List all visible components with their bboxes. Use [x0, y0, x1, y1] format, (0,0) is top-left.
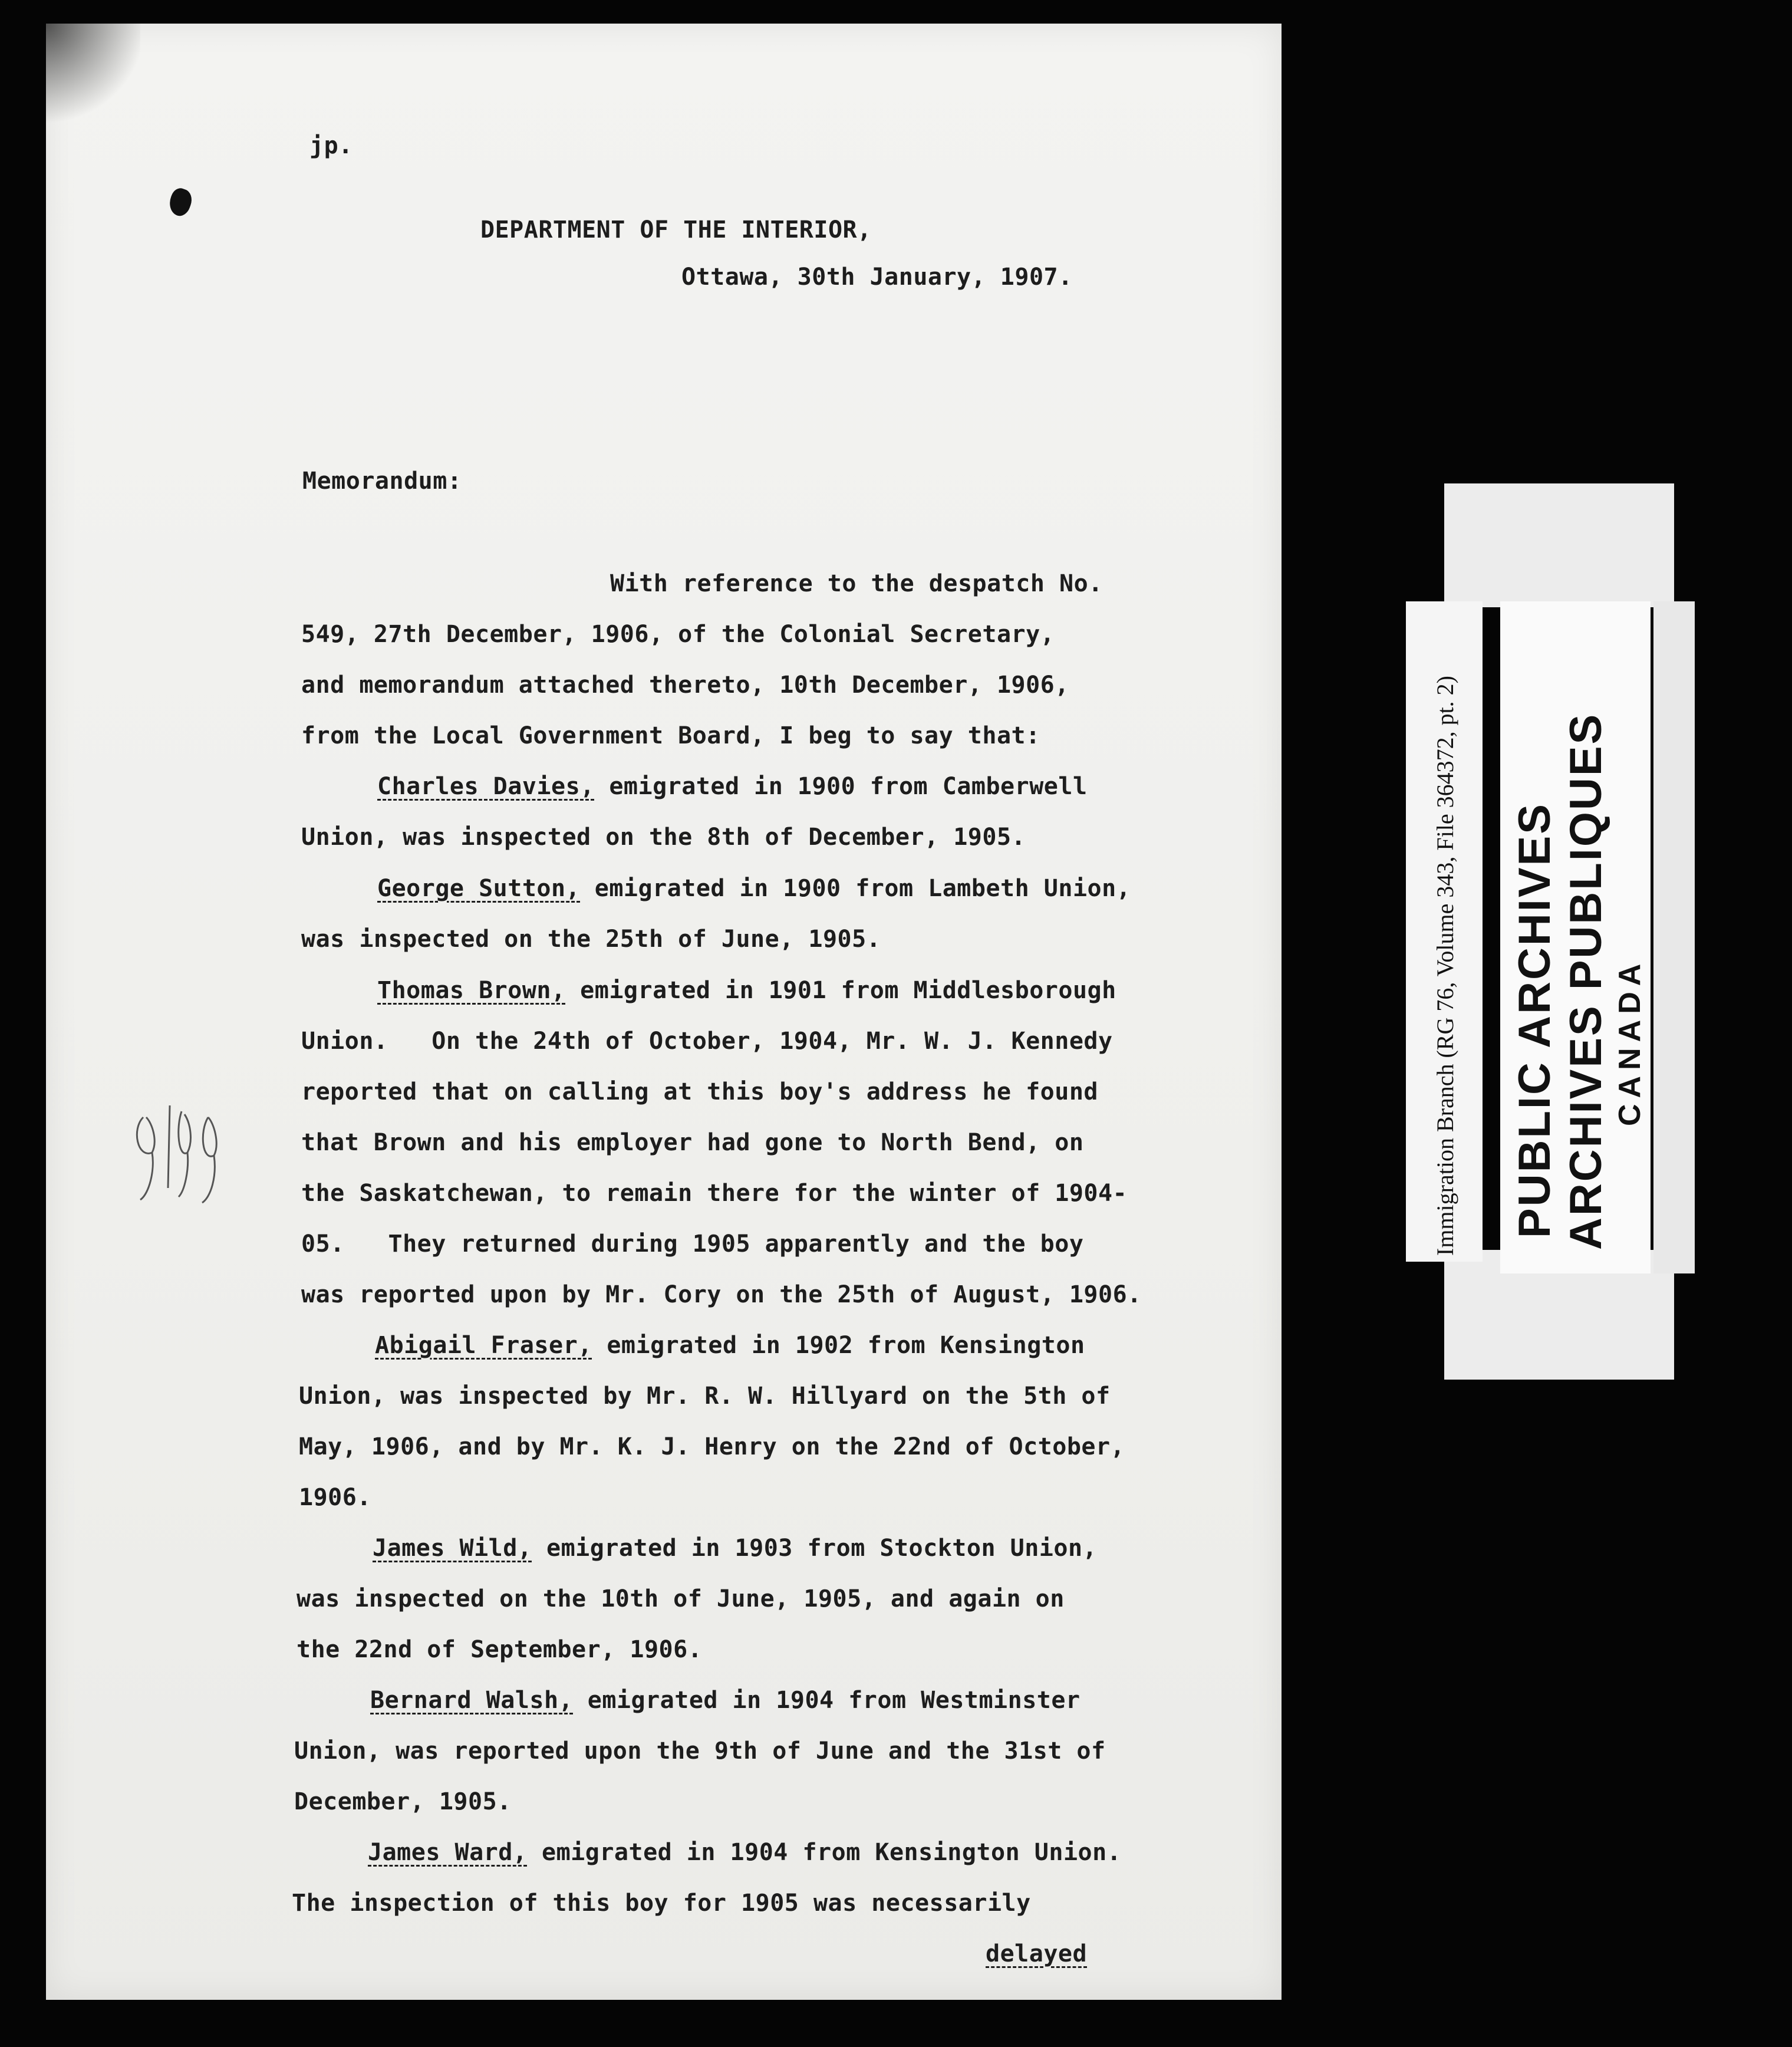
entry-first-line: Thomas Brown, emigrated in 1901 from Middlesborough — [377, 977, 1116, 1004]
entry-name: James Ward, — [368, 1839, 528, 1866]
label-strip — [1653, 601, 1695, 1273]
entry-line: May, 1906, and by Mr. K. J. Henry on the 22nd of October, — [299, 1433, 1125, 1460]
entry-line: 05. They returned during 1905 apparently and the boy — [301, 1230, 1084, 1258]
entry-first-line: Bernard Walsh, emigrated in 1904 from Westminster — [370, 1687, 1081, 1714]
catchword: delayed — [986, 1940, 1088, 1967]
entry-line: Union, was inspected by Mr. R. W. Hillyard on the 5th of — [299, 1383, 1111, 1410]
department-heading: DEPARTMENT OF THE INTERIOR, — [480, 216, 872, 243]
date-line: Ottawa, 30th January, 1907. — [681, 264, 1073, 291]
entry-line: Union, was inspected on the 8th of December, 1905. — [301, 824, 1026, 851]
entry-line: that Brown and his employer had gone to North Bend, on — [301, 1129, 1084, 1156]
entry-first-line: George Sutton, emigrated in 1900 from Lambeth Union, — [377, 875, 1131, 902]
entry-line: the Saskatchewan, to remain there for the winter of 1904- — [301, 1180, 1128, 1207]
ink-blot — [166, 186, 195, 219]
entry-first-line: Charles Davies, emigrated in 1900 from Camberwell — [377, 773, 1088, 800]
entry-line: reported that on calling at this boy's address he found — [301, 1078, 1099, 1105]
entry-name: Charles Davies, — [377, 773, 595, 800]
archive-reference: Immigration Branch (RG 76, Volume 343, File 364372, pt. 2) — [1432, 675, 1458, 1256]
entry-line: Union, was reported upon the 9th of June and the 31st of — [294, 1737, 1106, 1765]
entry-line: 1906. — [299, 1484, 371, 1511]
memo-heading: Memorandum: — [302, 468, 462, 495]
entry-line: the 22nd of September, 1906. — [297, 1636, 703, 1663]
entry-line: was reported upon by Mr. Cory on the 25th of August, 1906. — [301, 1281, 1142, 1308]
entry-first-line: James Wild, emigrated in 1903 from Stockton Union, — [373, 1535, 1098, 1562]
entry-name: Abigail Fraser, — [375, 1332, 592, 1359]
entry-line: December, 1905. — [294, 1788, 512, 1815]
label-strip — [1444, 483, 1674, 607]
entry-first-line: Abigail Fraser, emigrated in 1902 from Kensington — [375, 1332, 1085, 1359]
typist-initials: jp. — [309, 132, 353, 159]
entry-first-line: James Ward, emigrated in 1904 from Kensington Union. — [368, 1839, 1122, 1866]
entry-name: George Sutton, — [377, 875, 581, 902]
archive-line-canada: CANADA — [1613, 957, 1647, 1126]
archive-line-publiques: ARCHIVES PUBLIQUES — [1561, 712, 1611, 1250]
handwritten-margin-note — [126, 1082, 232, 1212]
entry-name: Thomas Brown, — [377, 977, 566, 1004]
entry-line: The inspection of this boy for 1905 was necessarily — [292, 1890, 1031, 1917]
intro-line: and memorandum attached thereto, 10th December, 1906, — [301, 672, 1069, 699]
intro-line: from the Local Government Board, I beg to say that: — [301, 722, 1040, 749]
archive-line-public: PUBLIC ARCHIVES — [1510, 802, 1560, 1238]
intro-line: With reference to the despatch No. — [610, 570, 1103, 597]
entry-line: Union. On the 24th of October, 1904, Mr. W. J. Kennedy — [301, 1028, 1113, 1055]
memo-page — [46, 24, 1282, 2000]
entry-line: was inspected on the 10th of June, 1905, and again on — [297, 1585, 1065, 1612]
intro-line: 549, 27th December, 1906, of the Colonial Secretary, — [301, 621, 1055, 648]
entry-name: James Wild, — [373, 1535, 532, 1562]
entry-line: was inspected on the 25th of June, 1905. — [301, 926, 881, 953]
entry-name: Bernard Walsh, — [370, 1687, 574, 1714]
archives-label — [1406, 483, 1712, 1486]
